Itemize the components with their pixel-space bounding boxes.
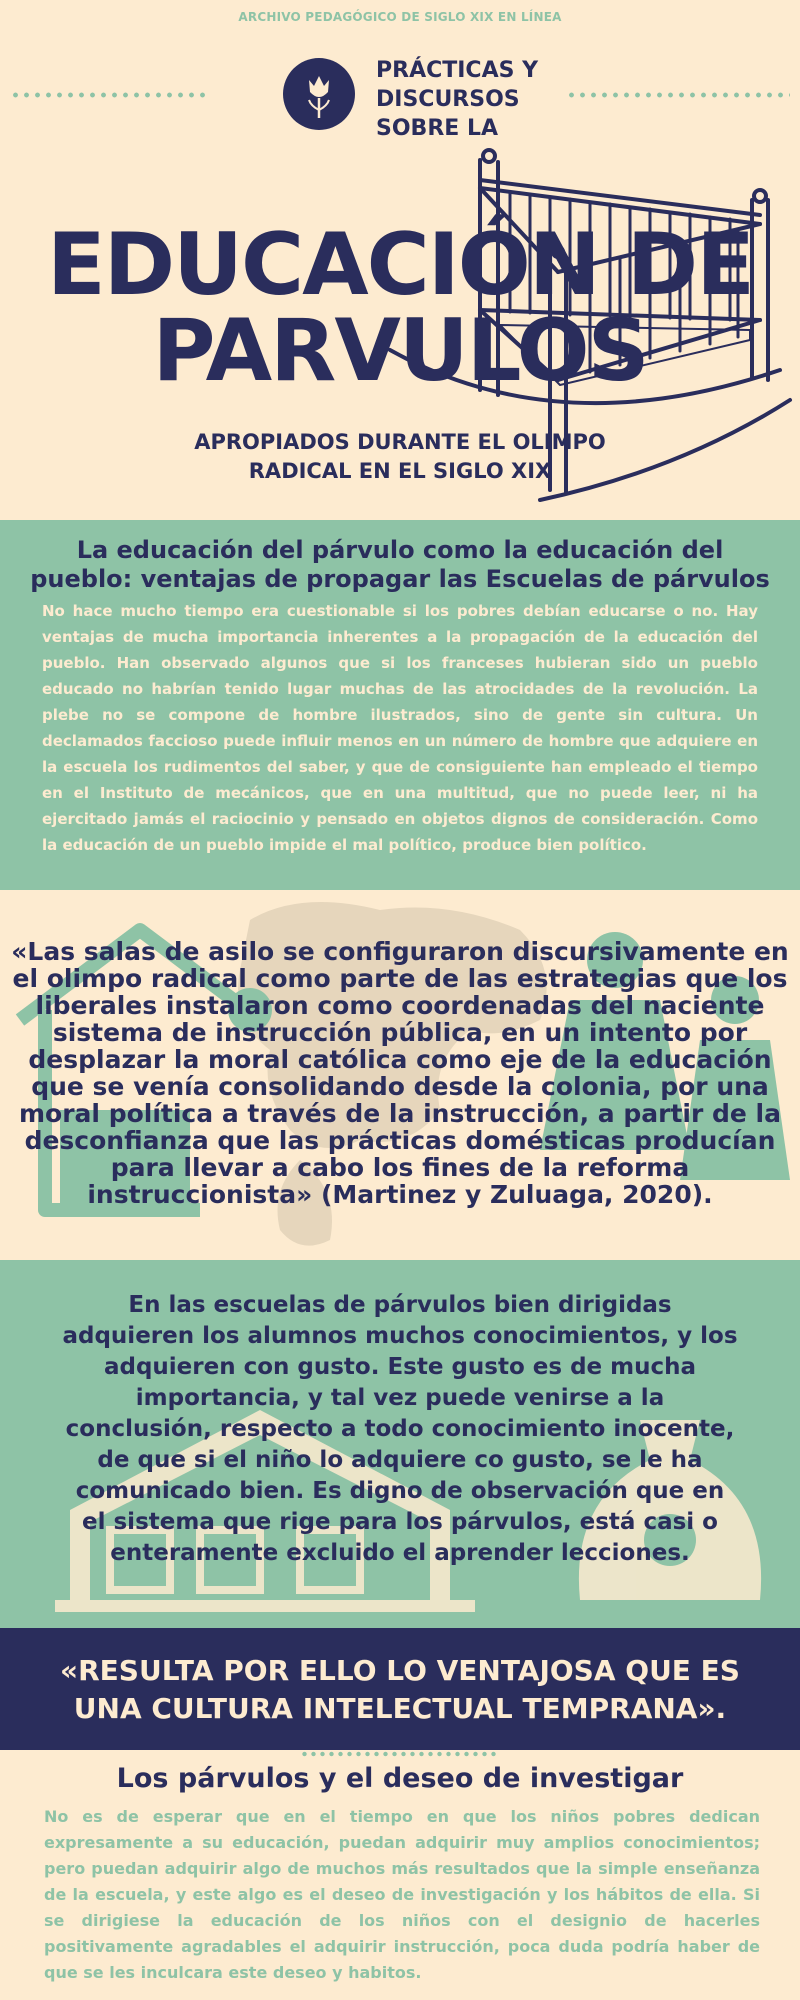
dotted-divider-right [566, 92, 790, 98]
section-quote-text: «Las salas de asilo se configuraron discursivamente en el olimpo radical como parte de las estrategias que los liberales instalaron como coordenadas del naciente sistema de instrucción pública, en un intento por desplazar la moral católica como eje de la educación que se venía consolidando desde la colonia, por una moral política a través de la instrucción, a partir de la desconfianza que las prácticas domésticas producían para llevar a cabo los fines de la reforma instruccionista» (Martinez y Zuluaga, 2020). [11, 937, 789, 1209]
tulip-icon [283, 58, 355, 130]
section-intro-title [10, 536, 790, 594]
highlight-banner-text [30, 1652, 770, 1728]
header-kicker [376, 56, 596, 143]
header-kicker-line3: SOBRE LA [376, 116, 498, 141]
page-subtitle [180, 428, 620, 486]
section-intro-body: No hace mucho tiempo era cuestionable si los pobres debían educarse o no. Hay ventajas de mucha importancia inherentes a la propagación de la educación del pueblo. Han observado algunos que si los franceses hubieran sido un pueblo educado no habrían tenido lugar muchas de las atrocidades de la revolución. La plebe no se compone de hombre ilustrados, sino de gente sin cultura. Un declamados faccioso puede influir menos en un número de hombre que adquiere en la escuela los rudimentos del saber, y que de consiguiente han empleado el tiempo en el Instituto de mecánicos, que en una multitud, que no puede leer, ni ha ejercitado jamás el raciocinio y pensado en objetos dignos de consideración. Como la educación de un pueblo impide el mal político, produce bien político. [42, 602, 758, 854]
highlight-banner-line2: UNA CULTURA INTELECTUAL TEMPRANA». [73, 1692, 727, 1725]
highlight-banner-line1: «RESULTA POR ELLO LO VENTAJOSA QUE ES [60, 1654, 740, 1687]
dotted-divider-left [10, 92, 210, 98]
page-subtitle-line2: RADICAL EN EL SIGLO XIX [248, 459, 552, 483]
section-intro-title-line2: pueblo: ventajas de propagar las Escuelas de párvulos [30, 565, 770, 593]
section-schools-body: En las escuelas de párvulos bien dirigidas adquieren los alumnos muchos conocimientos, y los adquieren con gusto. Este gusto es de mucha importancia, y tal vez puede venirse a la conclusión, respecto a todo conocimiento inocente, de que si el niño lo adquiere co gusto, se le ha comunicado bien. Es digno de observación que en el sistema que rige para los párvulos, está casi o enteramente excluido el aprender lecciones. [62, 1292, 738, 1566]
section-curiosity-body: No es de esperar que en el tiempo en que los niños pobres dedican expresamente a su educación, puedan adquirir muy amplios conocimientos; pero puedan adquirir algo de muchos más resultados que la simple enseñanza de la escuela, y este algo es el deseo de investigación y los hábitos de ella. Si se dirigiese la educación de los niños con el designio de hacerles positivamente agradables el adquirir instrucción, poca duda podría haber de que se les inculcara este deseo y habitos. [44, 1807, 760, 1982]
archive-label: ARCHIVO PEDAGÓGICO DE SIGLO XIX EN LÍNEA [238, 10, 562, 24]
header-kicker-line2: DISCURSOS [376, 87, 520, 112]
page-title-line2: PARVULOS [152, 301, 648, 401]
page-title [0, 215, 800, 401]
section-intro-title-line1: La educación del párvulo como la educación del [76, 536, 724, 564]
section-curiosity-title: Los párvulos y el deseo de investigar [116, 1763, 684, 1794]
header-kicker-line1: PRÁCTICAS Y [376, 58, 539, 83]
page-subtitle-line1: APROPIADOS DURANTE EL OLIMPO [194, 430, 606, 454]
dotted-divider-small [300, 1751, 500, 1757]
page-title-line1: EDUCACIÓN DE [47, 215, 753, 315]
